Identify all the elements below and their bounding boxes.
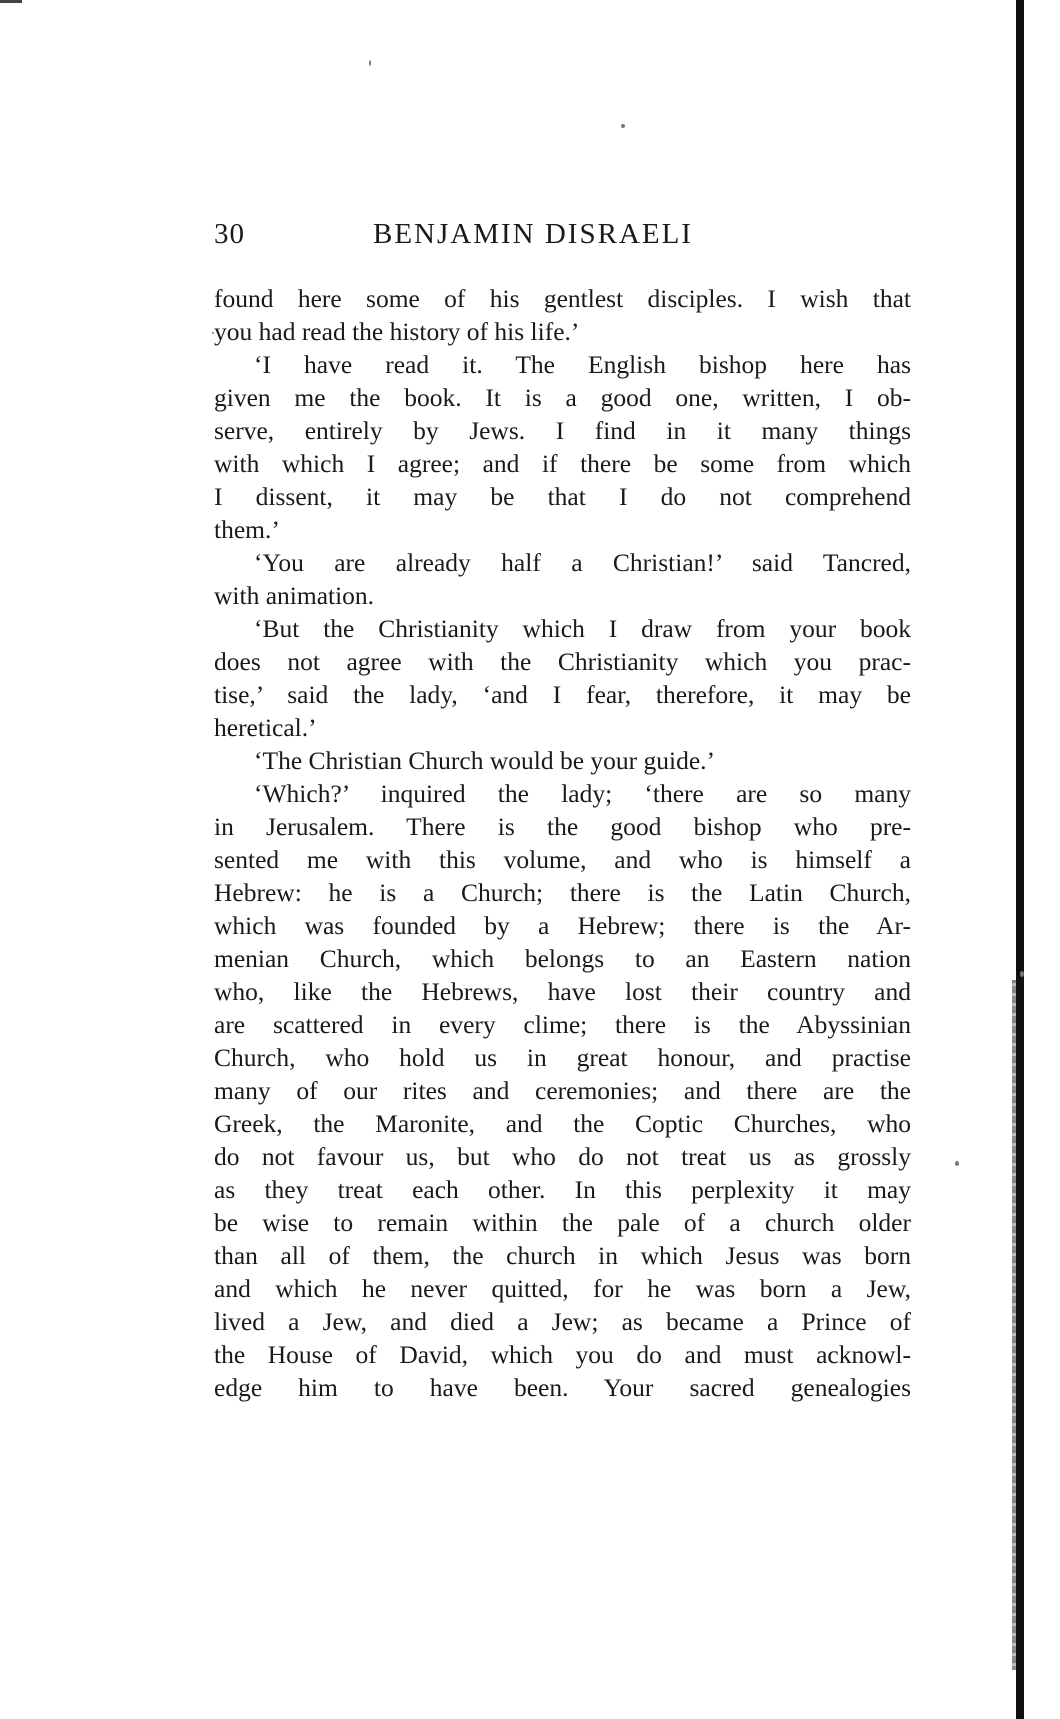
text-line: given me the book. It is a good one, written, I ob- bbox=[214, 383, 911, 412]
text-line: lived a Jew, and died a Jew; as became a Prince of bbox=[214, 1307, 911, 1336]
scan-speck bbox=[621, 124, 625, 128]
text-line: which was founded by a Hebrew; there is the Ar- bbox=[214, 911, 911, 940]
text-line: Hebrew: he is a Church; there is the Latin Church, bbox=[214, 878, 911, 907]
running-head bbox=[214, 218, 914, 258]
text-line: the House of David, which you do and must acknowl- bbox=[214, 1340, 911, 1369]
text-line: ‘But the Christianity which I draw from your book bbox=[254, 614, 911, 643]
text-line: as they treat each other. In this perplexity it may bbox=[214, 1175, 911, 1204]
text-line: menian Church, which belongs to an Eastern nation bbox=[214, 944, 911, 973]
scan-speck bbox=[1020, 971, 1024, 977]
text-line: edge him to have been. Your sacred genealogies bbox=[214, 1373, 911, 1402]
text-line: you had read the history of his life.’ bbox=[214, 317, 580, 346]
text-line: ‘The Christian Church would be your guide.’ bbox=[254, 746, 716, 775]
text-line: ‘Which?’ inquired the lady; ‘there are so many bbox=[254, 779, 911, 808]
text-line: Church, who hold us in great honour, and practise bbox=[214, 1043, 911, 1072]
text-line: be wise to remain within the pale of a church older bbox=[214, 1208, 911, 1237]
text-line: than all of them, the church in which Jesus was born bbox=[214, 1241, 911, 1270]
text-line: ‘I have read it. The English bishop here has bbox=[254, 350, 911, 379]
text-line: and which he never quitted, for he was born a Jew, bbox=[214, 1274, 911, 1303]
scan-speck bbox=[955, 1161, 959, 1166]
text-line: found here some of his gentlest disciples. I wish that bbox=[214, 284, 911, 313]
text-line: many of our rites and ceremonies; and there are the bbox=[214, 1076, 911, 1105]
text-line: with animation. bbox=[214, 581, 375, 610]
text-line: with which I agree; and if there be some from which bbox=[214, 449, 911, 478]
text-line: does not agree with the Christianity which you prac- bbox=[214, 647, 911, 676]
text-line: ‘You are already half a Christian!’ said Tancred, bbox=[254, 548, 911, 577]
running-title: BENJAMIN DISRAELI bbox=[373, 218, 693, 250]
text-line: are scattered in every clime; there is the Abyssinian bbox=[214, 1010, 911, 1039]
text-line: them.’ bbox=[214, 515, 280, 544]
text-line: who, like the Hebrews, have lost their country and bbox=[214, 977, 911, 1006]
text-line: I dissent, it may be that I do not comprehend bbox=[214, 482, 911, 511]
body-text bbox=[214, 282, 911, 1404]
text-line: serve, entirely by Jews. I find in it many things bbox=[214, 416, 911, 445]
scan-speck bbox=[369, 60, 371, 66]
binding-edge-texture bbox=[1012, 980, 1016, 1670]
scan-corner-mark bbox=[0, 0, 22, 3]
text-line: in Jerusalem. There is the good bishop who pre- bbox=[214, 812, 911, 841]
text-line: Greek, the Maronite, and the Coptic Churches, who bbox=[214, 1109, 911, 1138]
text-line: sented me with this volume, and who is himself a bbox=[214, 845, 911, 874]
text-line: heretical.’ bbox=[214, 713, 317, 742]
binding-edge bbox=[1016, 0, 1024, 1719]
page-number: 30 bbox=[214, 218, 245, 250]
text-line: do not favour us, but who do not treat us as grossly bbox=[214, 1142, 911, 1171]
text-line: tise,’ said the lady, ‘and I fear, therefore, it may be bbox=[214, 680, 911, 709]
